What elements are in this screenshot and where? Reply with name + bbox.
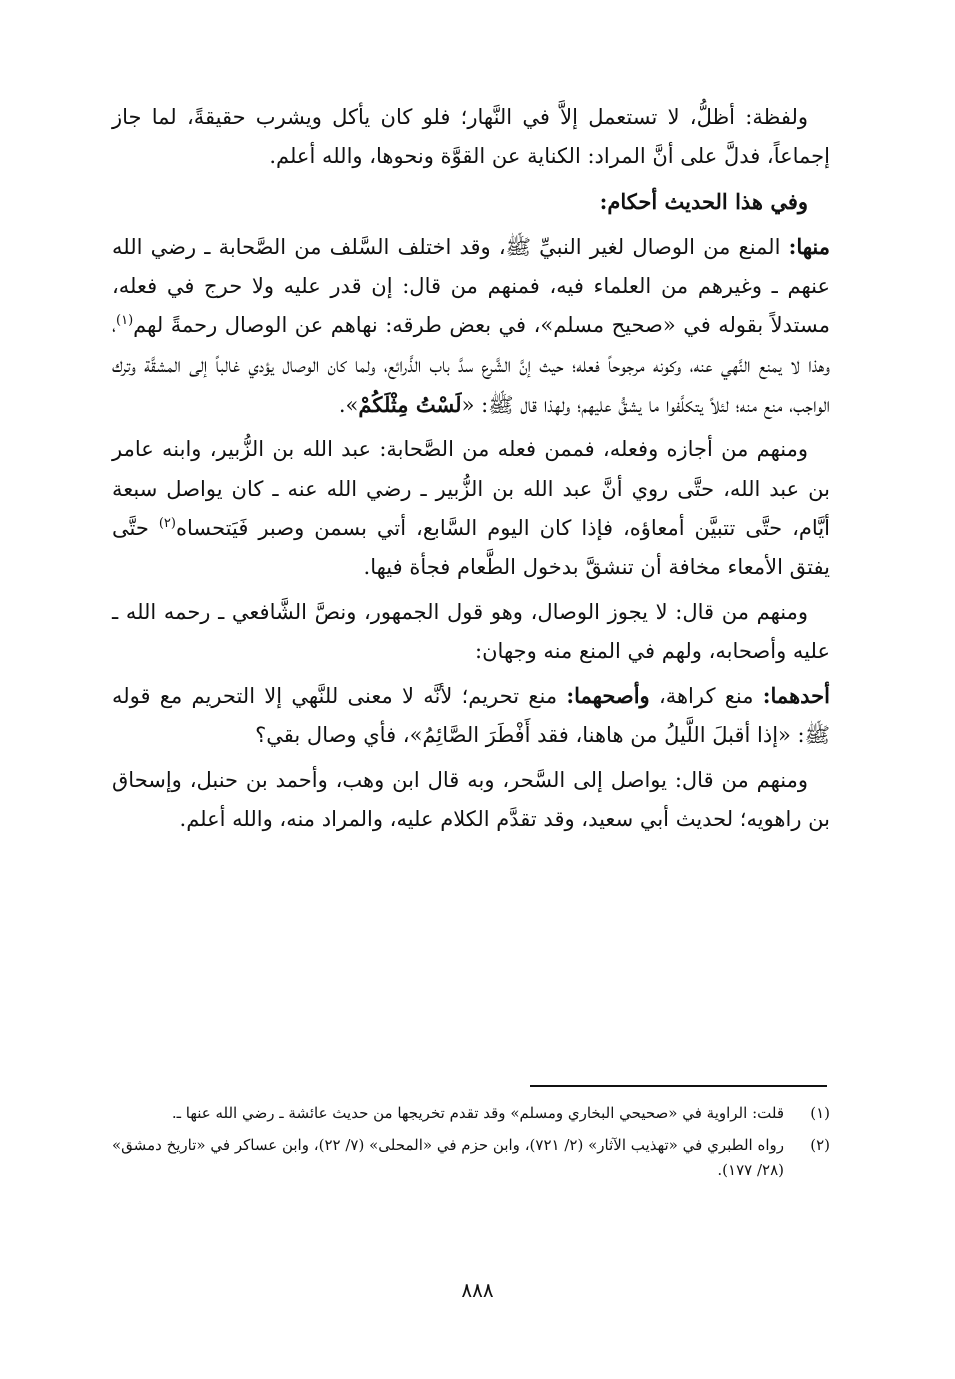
hadith-quote: لَسْتُ مِثْلَكُمْ (358, 392, 462, 418)
footnotes (112, 1101, 830, 1190)
footnote-number: (٢) (810, 1136, 830, 1154)
footnote-ref[interactable]: (١) (116, 313, 134, 329)
paragraph: ومنهم من أجازه وفعله، فممن فعله من الصَّحابة: عبد الله بن الزُّبير، وابنه عامر بن عبد الله، حتَّى روي أنَّ عبد الله بن الزُّبير ـ رضي الله عنه ـ كان يواصل سبعة أيَّام، حتَّى تتبيَّن أمعاؤه، فإذا كان اليوم السَّابع، أتي بسمن وصبر فَيَتحساه$^{(٢)}$ حتَّى يفتق الأمعاء مخافة أن تنشقَّ بدخول الطَّعام فجأة فيها. (112, 437, 830, 580)
footnote: (١) قلت: الراوية في «صحيحي البخاري ومسلم» وقد تقدم تخريجها من حديث عائشة ـ رضي الله عنها ـ. (112, 1101, 830, 1126)
paragraph: ولفظة: أظلُّ، لا تستعمل إلاَّ في النَّهار؛ فلو كان يأكل ويشرب حقيقةً، لما جاز إجماعاً، فدلَّ على أنَّ المراد: الكناية عن القوَّة ونحوها، والله أعلم. (112, 105, 830, 169)
footnote-separator (530, 1085, 827, 1087)
footnote: (٢) رواه الطبري في «تهذيب الآثار» (٢/ ٧٢١)، وابن حزم في «المحلى» (٧/ ٢٢)، وابن عساكر في «تاريخ دمشق» (٢٨/ ١٧٧). (112, 1133, 830, 1183)
page-number: ٨٨٨ (461, 1278, 494, 1302)
paragraph: منها: المنع من الوصال لغير النبيِّ ﷺ، وقد اختلف السَّلف من الصَّحابة ـ رضي الله عنهم ـ وغيرهم من العلماء فيه، فمنهم من قال: إن قدر عليه ولا حرج في فعله، مستدلاً بقوله في «صحيح مسلم»، في بعض طرقه: نهاهم عن الوصال رحمةً لهم$^{(١)}$، وهذا لا يمنع النَّهي عنه، وكونه مرجوحاً فعله؛ حيث إنَّ الشَّرع سدَّ باب الذَّرائع، ولما كان الوصال يؤدي غالباً إلى المشقَّة وترك الواجب، منع منه؛ لئلاً يتكلَّفوا ما يشقُّ عليهم؛ ولهذا قال ﷺ: «لَسْتُ مِثْلَكُمْ». (112, 233, 830, 418)
main-text (112, 98, 830, 844)
footnote-ref[interactable]: (٢) (158, 515, 176, 531)
footnote-number: (١) (810, 1104, 830, 1122)
paragraph: أحدهما: منع كراهة، وأصحهما: منع تحريم؛ لأنَّه لا معنى للنَّهي إلا التحريم مع قوله ﷺ: «إذا أقبلَ اللَّيلُ من هاهنا، فقد أَفْطَرَ الصَّائِمُ»، فأي وصال بقي؟ (112, 683, 830, 748)
paragraph: ومنهم من قال: يواصل إلى السَّحر، وبه قال ابن وهب، وأحمد بن حنبل، وإسحاق بن راهويه؛ لحديث أبي سعيد، وقد تقدَّم الكلام عليه، والمراد منه، والله أعلم. (112, 767, 830, 832)
paragraph: ومنهم من قال: لا يجوز الوصال، وهو قول الجمهور، ونصَّ الشَّافعي ـ رحمه الله ـ عليه وأصحابه، ولهم في المنع منه وجهان: (112, 599, 830, 663)
section-heading: وفي هذا الحديث أحكام: (599, 188, 808, 214)
